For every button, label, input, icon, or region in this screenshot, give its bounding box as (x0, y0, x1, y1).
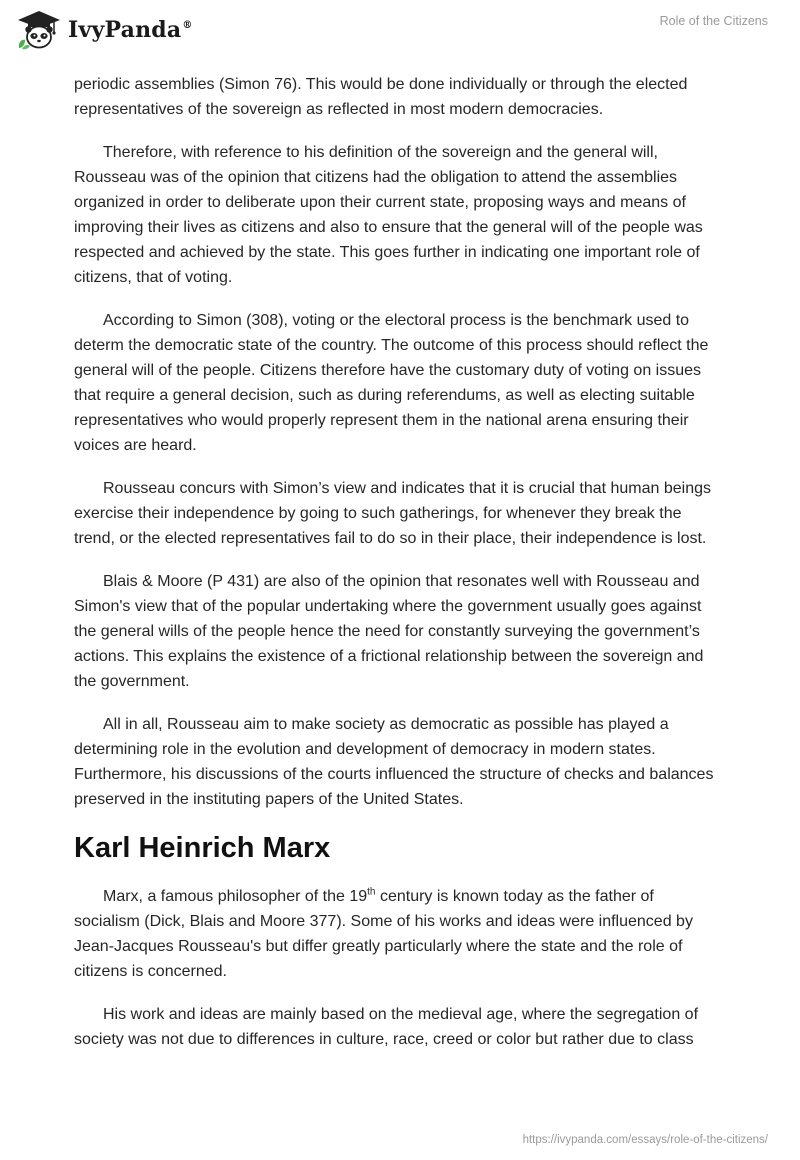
paragraph: Blais & Moore (P 431) are also of the opinion that resonates well with Rousseau and Simon's view that of the popular undertaking where the government usually goes against the general wills of the people hence the need for constantly surveying the government’s actions. This explains the existence of a frictional relationship between the sovereign and the government. (74, 573, 704, 690)
paragraph: Rousseau concurs with Simon’s view and indicates that it is crucial that human beings exercise their independence by going to such gatherings, for whenever they break the trend, or the elected representatives fail to do so in their place, their independence is lost. (74, 480, 712, 547)
paragraph: Therefore, with reference to his definition of the sovereign and the general will, Rousseau was of the opinion that citizens had the obligation to attend the assemblies organized in order to deliberate upon their current state, proposing ways and means of improving their lives as citizens and also to ensure that the general will of the people was respected and achieved by the state. This goes further in indicating one important role of citizens, that of voting. (74, 144, 703, 286)
paragraph: All in all, Rousseau aim to make society as democratic as possible has played a determining role in the evolution and development of democracy in modern states. Furthermore, his discussions of the courts influenced the structure of checks and balances preserved in the instituting papers of the United States. (74, 716, 714, 808)
paragraph: Marx, a famous philosopher of the 19th century is known today as the father of socialism (Dick, Blais and Moore 377). Some of his works and ideas were influenced by Jean-Jacques Rousseau's but differ greatly particularly where the state and the role of citizens is concerned. (74, 886, 693, 980)
section-heading: Karl Heinrich Marx (74, 832, 331, 864)
brand-name: IvyPanda® (68, 17, 193, 43)
registered-mark: ® (182, 20, 193, 31)
paragraph: His work and ideas are mainly based on the medieval age, where the segregation of society was not due to differences in culture, race, creed or color but rather due to class (74, 1006, 699, 1048)
ivypanda-logo[interactable] (16, 10, 193, 50)
page-header (0, 0, 800, 70)
panda-graduate-icon (16, 10, 62, 50)
essay-body (74, 72, 724, 1070)
source-url[interactable]: https://ivypanda.com/essays/role-of-the-citizens/ (522, 1134, 768, 1146)
paragraph: periodic assemblies (Simon 76). This would be done individually or through the elected representatives of the sovereign as reflected in most modern democracies. (74, 76, 688, 118)
running-title: Role of the Citizens (659, 14, 768, 28)
paragraph: According to Simon (308), voting or the electoral process is the benchmark used to determ the democratic state of the country. The outcome of this process should reflect the general will of the people. Citizens therefore have the customary duty of voting on issues that require a general decision, such as during referendums, as well as electing suitable representatives who would properly represent them in the national arena ensuring their voices are heard. (74, 312, 709, 454)
